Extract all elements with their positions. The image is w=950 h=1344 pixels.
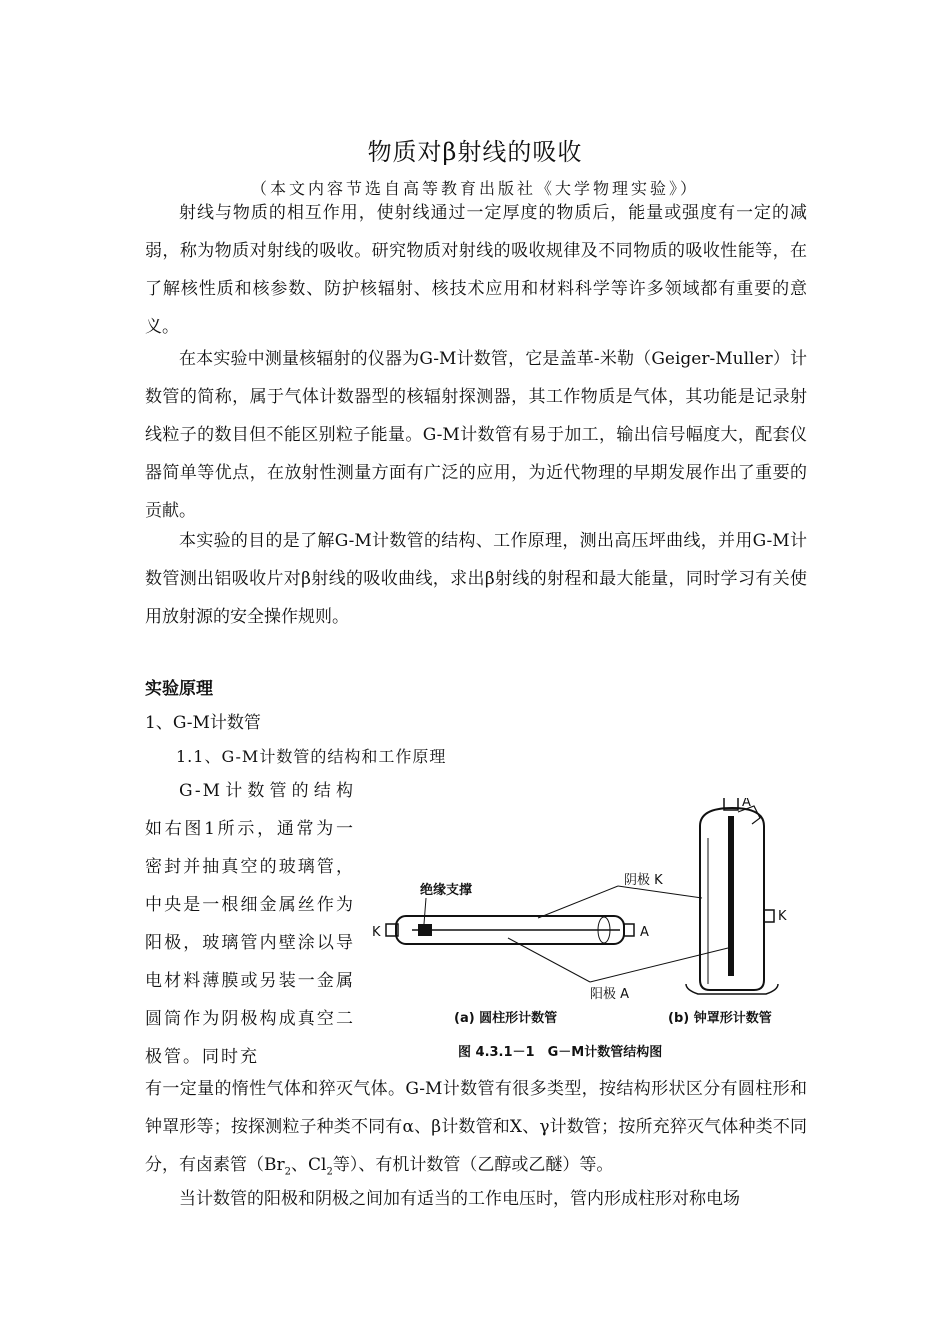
- source-note: （本文内容节选自高等教育出版社《大学物理实验》）: [250, 179, 699, 198]
- figure-caption: 图 4.3.1－1 G－M计数管结构图: [458, 1045, 663, 1060]
- subsection-heading: 1、G-M计数管: [145, 713, 261, 733]
- cathode-label: 阴极 K: [624, 873, 663, 888]
- a-top-label: A: [742, 798, 751, 810]
- types-text-1: 有一定量的惰性气体和猝灭气体。G-M计数管有很多类型，按结构形状区分有圆柱形和钟罩形等；按探测粒子种类不同有α、β计数管和X、γ计数管；按所充猝灭气体种类不同分，有卤素管（Br: [145, 1079, 807, 1175]
- k-bell-label: K: [778, 909, 787, 924]
- k-left-label: K: [372, 925, 381, 940]
- types-text-2: 等）、有机计数管（乙醇或乙醚）等。: [332, 1155, 614, 1175]
- page-title: 物质对β射线的吸收: [367, 138, 583, 166]
- br2-subscript: 2: [284, 1166, 291, 1178]
- caption-a: (a) 圆柱形计数管: [454, 1011, 558, 1026]
- structure-description: G-M计数管的结构如右图1所示，通常为一密封并抽真空的玻璃管，中央是一根细金属丝作为阳极，玻璃管内壁涂以导电材料薄膜或另装一金属圆筒作为阴极构成真空二极管。同时充: [145, 781, 355, 1067]
- anode-label: 阳极 A: [590, 987, 630, 1002]
- paragraph-types: [145, 1070, 807, 1191]
- cl2-subscript: 2: [326, 1166, 333, 1178]
- paragraph-intro: 射线与物质的相互作用，使射线通过一定厚度的物质后，能量或强度有一定的减弱，称为物质对射线的吸收。研究物质对射线的吸收规律及不同物质的吸收性能等，在了解核性质和核参数、防护核辐射、核技术应用和材料科学等许多领域都有重要的意义。: [145, 203, 807, 337]
- caption-b: (b) 钟罩形计数管: [668, 1011, 772, 1026]
- paragraph-voltage: 当计数管的阳极和阴极之间加有适当的工作电压时，管内形成柱形对称电场: [179, 1189, 740, 1209]
- subsubsection-heading: 1.1、G-M计数管的结构和工作原理: [176, 747, 447, 766]
- paragraph-purpose: 本实验的目的是了解G-M计数管的结构、工作原理，测出高压坪曲线，并用G-M计数管测出铝吸收片对β射线的吸收曲线，求出β射线的射程和最大能量，同时学习有关使用放射源的安全操作规则。: [145, 531, 807, 627]
- a-right-label: A: [640, 925, 649, 940]
- cylindrical-counter-drawing: [386, 886, 634, 982]
- types-sep: 、Cl: [291, 1155, 327, 1175]
- bell-counter-drawing: [590, 798, 778, 994]
- gm-counter-figure: [368, 798, 808, 1068]
- section-heading: 实验原理: [145, 679, 213, 699]
- paragraph-gm-counter: 在本实验中测量核辐射的仪器为G-M计数管，它是盖革-米勒（Geiger-Muller）计数管的简称，属于气体计数器型的核辐射探测器，其工作物质是气体，其功能是记录射线粒子的数目但不能区别粒子能量。G-M计数管有易于加工，输出信号幅度大，配套仪器简单等优点，在放射性测量方面有广泛的应用，为近代物理的早期发展作出了重要的贡献。: [145, 349, 807, 521]
- insulator-label: 绝缘支撑: [420, 883, 473, 898]
